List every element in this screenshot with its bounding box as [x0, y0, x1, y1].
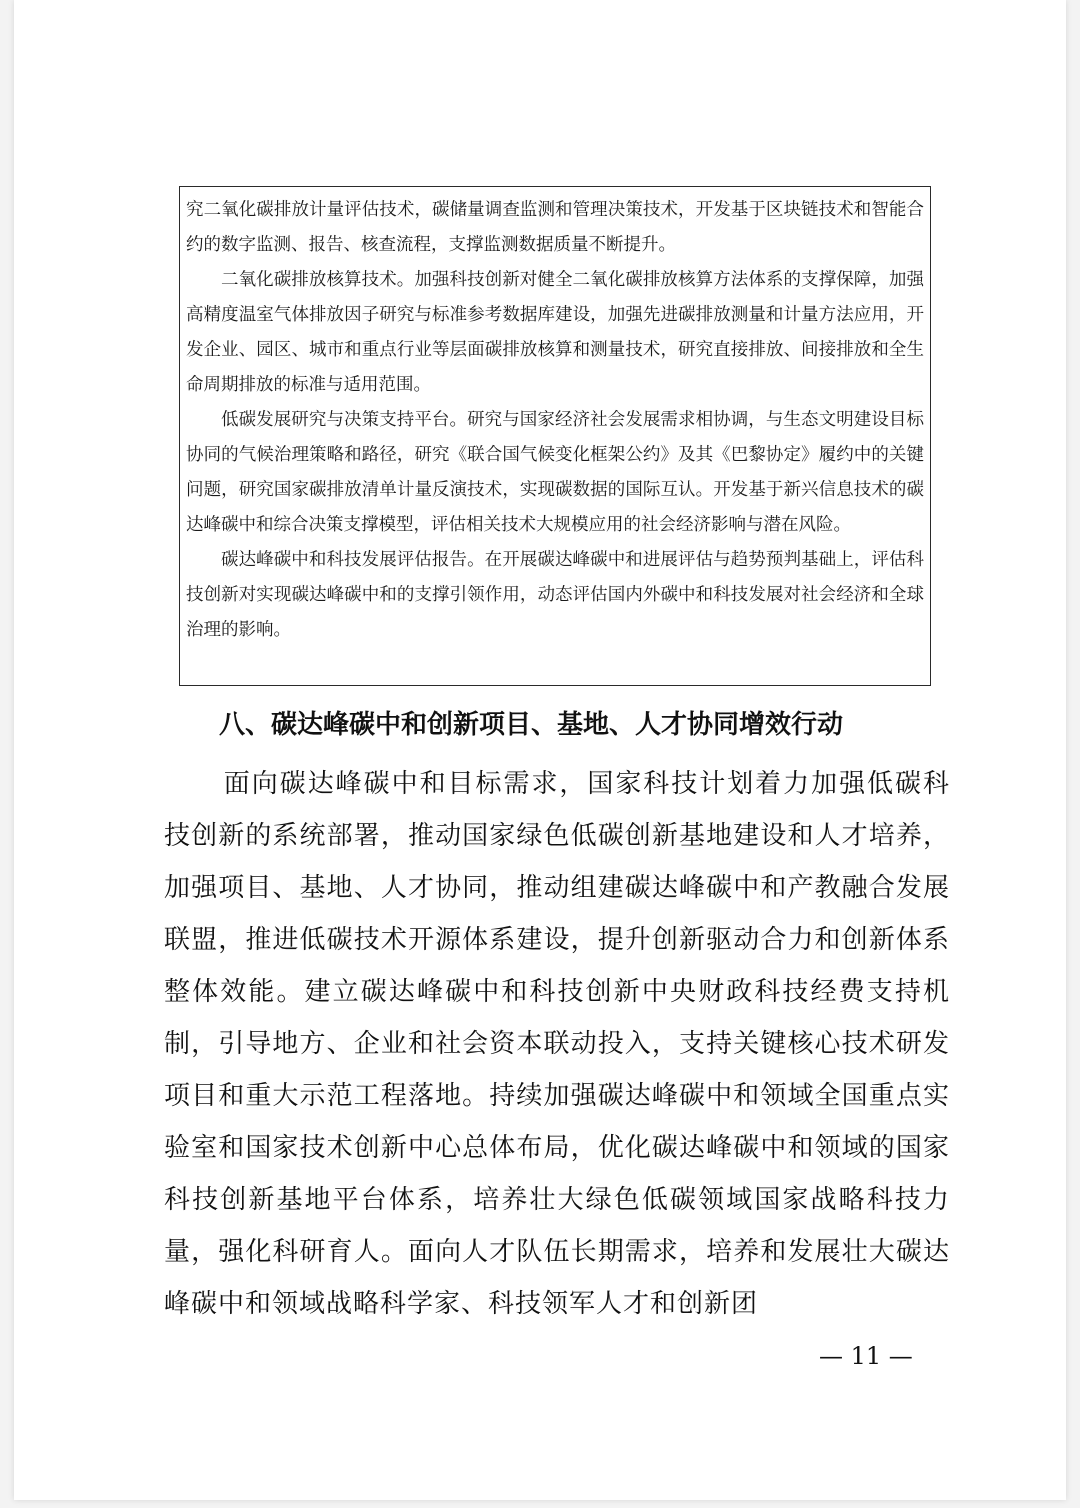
box-paragraph-3: 低碳发展研究与决策支持平台。研究与国家经济社会发展需求相协调，与生态文明建设目标协同的气候治理策略和路径，研究《联合国气候变化框架公约》及其《巴黎协定》履约中的关键问题，研究国家碳排放清单计量反演技术，实现碳数据的国际互认。开发基于新兴信息技术的碳达峰碳中和综合决策支撑模型，评估相关技术大规模应用的社会经济影响与潜在风险。	[186, 410, 924, 535]
box-paragraph-1: 究二氧化碳排放计量评估技术，碳储量调查监测和管理决策技术，开发基于区块链技术和智能合约的数字监测、报告、核查流程，支撑监测数据质量不断提升。	[186, 200, 924, 255]
box-paragraph-2: 二氧化碳排放核算技术。加强科技创新对健全二氧化碳排放核算方法体系的支撑保障，加强高精度温室气体排放因子研究与标准参考数据库建设，加强先进碳排放测量和计量方法应用，开发企业、园区、城市和重点行业等层面碳排放核算和测量技术，研究直接排放、间接排放和全生命周期排放的标准与适用范围。	[186, 270, 924, 395]
document-page	[14, 0, 1066, 1500]
section-heading: 八、碳达峰碳中和创新项目、基地、人才协同增效行动	[219, 710, 844, 740]
boxed-excerpt	[179, 186, 931, 686]
page-number: — 11 —	[819, 1342, 913, 1370]
box-paragraph-4: 碳达峰碳中和科技发展评估报告。在开展碳达峰碳中和进展评估与趋势预判基础上，评估科技创新对实现碳达峰碳中和的支撑引领作用，动态评估国内外碳中和科技发展对社会经济和全球治理的影响。	[186, 550, 924, 640]
section-body-paragraph: 面向碳达峰碳中和目标需求，国家科技计划着力加强低碳科技创新的系统部署，推动国家绿色低碳创新基地建设和人才培养，加强项目、基地、人才协同，推动组建碳达峰碳中和产教融合发展联盟，推进低碳技术开源体系建设，提升创新驱动合力和创新体系整体效能。建立碳达峰碳中和科技创新中央财政科技经费支持机制，引导地方、企业和社会资本联动投入，支持关键核心技术研发项目和重大示范工程落地。持续加强碳达峰碳中和领域全国重点实验室和国家技术创新中心总体布局，优化碳达峰碳中和领域的国家科技创新基地平台体系，培养壮大绿色低碳领域国家战略科技力量，强化科研育人。面向人才队伍长期需求，培养和发展壮大碳达峰碳中和领域战略科学家、科技领军人才和创新团	[164, 769, 950, 1319]
